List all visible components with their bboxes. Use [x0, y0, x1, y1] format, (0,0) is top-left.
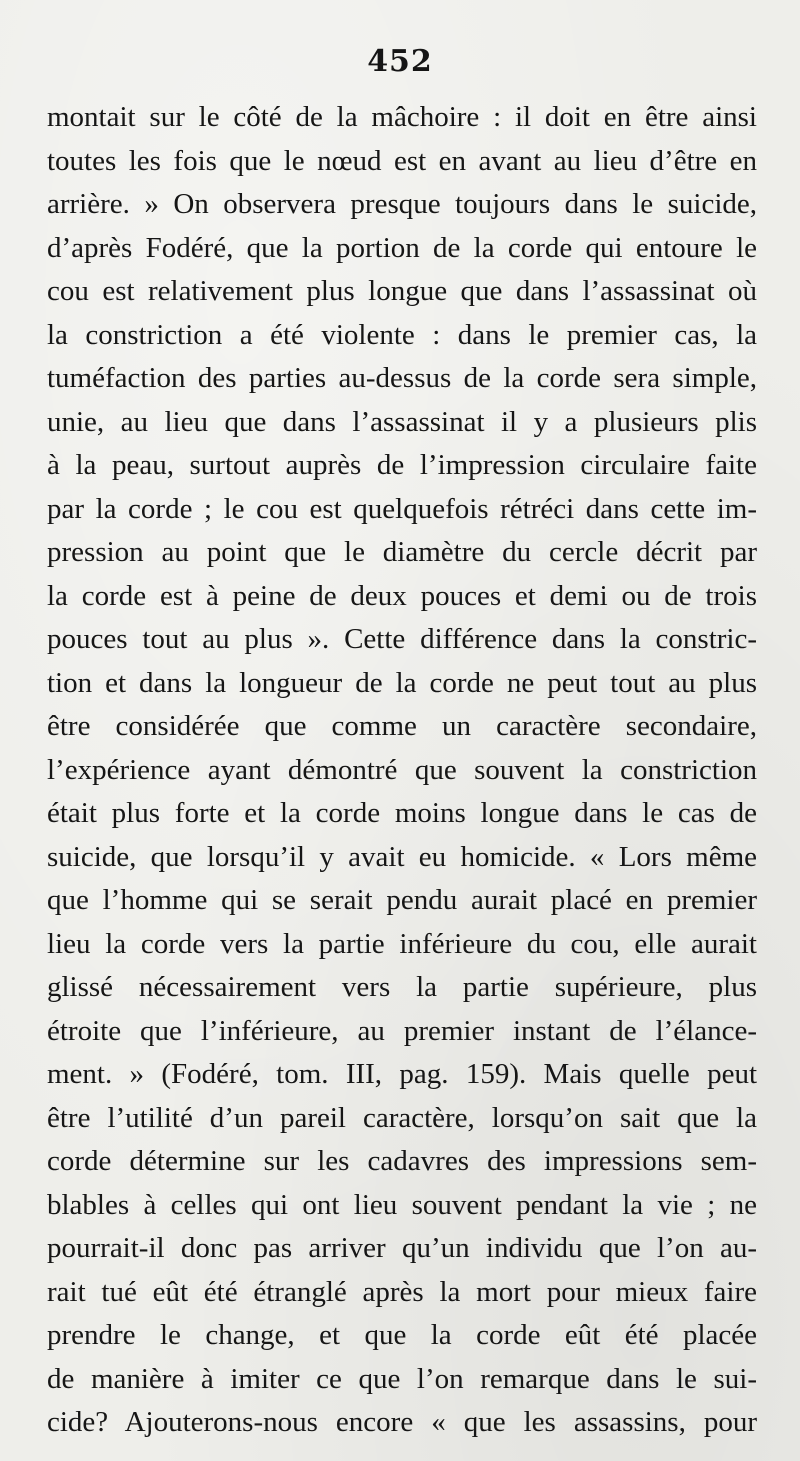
- text-line: cide? Ajouterons-nous encore « que les assassins, pour: [47, 1406, 757, 1438]
- text-line: montait sur le côté de la mâchoire : il doit en être ainsi: [47, 101, 757, 133]
- text-line: étroite que l’inférieure, au premier instant de l’élance-: [47, 1014, 757, 1047]
- text-line: corde détermine sur les cadavres des impressions sem-: [47, 1145, 757, 1177]
- text-line: la corde est à peine de deux pouces et demi ou de trois: [47, 579, 757, 612]
- text-line: prendre le change, et que la corde eût été placée: [47, 1319, 757, 1351]
- page-number: 452: [367, 44, 433, 79]
- text-line: être considérée que comme un caractère secondaire,: [47, 710, 757, 742]
- text-line: toutes les fois que le nœud est en avant au lieu d’être en: [47, 144, 757, 177]
- text-line: tuméfaction des parties au-dessus de la corde sera simple,: [47, 362, 757, 394]
- text-line: d’après Fodéré, que la portion de la corde qui entoure le: [47, 231, 757, 264]
- text-line: était plus forte et la corde moins longue dans le cas de: [47, 797, 757, 829]
- text-line: pouces tout au plus ». Cette différence dans la constric-: [47, 623, 757, 655]
- text-line: tion et dans la longueur de la corde ne peut tout au plus: [47, 666, 757, 699]
- text-line: par la corde ; le cou est quelquefois rétréci dans cette im-: [47, 492, 757, 525]
- text-line: à la peau, surtout auprès de l’impression circulaire faite: [47, 449, 757, 481]
- text-line: l’expérience ayant démontré que souvent la constriction: [47, 753, 757, 786]
- text-line: pression au point que le diamètre du cercle décrit par: [47, 536, 757, 568]
- body-text: [47, 96, 757, 1445]
- text-line: unie, au lieu que dans l’assassinat il y a plusieurs plis: [47, 405, 757, 438]
- text-line: glissé nécessairement vers la partie supérieure, plus: [47, 971, 757, 1003]
- text-line: cou est relativement plus longue que dans l’assassinat où: [47, 275, 757, 307]
- text-line: de manière à imiter ce que l’on remarque dans le sui-: [47, 1362, 757, 1395]
- text-line: lieu la corde vers la partie inférieure du cou, elle aurait: [47, 927, 757, 960]
- text-line: rait tué eût été étranglé après la mort pour mieux faire: [47, 1275, 757, 1308]
- text-line: arrière. » On observera presque toujours dans le suicide,: [47, 188, 757, 220]
- text-line: que l’homme qui se serait pendu aurait placé en premier: [47, 884, 757, 916]
- text-line: ment. » (Fodéré, tom. III, pag. 159). Mais quelle peut: [47, 1058, 757, 1090]
- text-line: être l’utilité d’un pareil caractère, lorsqu’on sait que la: [47, 1101, 757, 1134]
- text-line: pourrait-il donc pas arriver qu’un individu que l’on au-: [47, 1232, 757, 1264]
- text-line: blables à celles qui ont lieu souvent pendant la vie ; ne: [47, 1188, 757, 1221]
- text-line: suicide, que lorsqu’il y avait eu homicide. « Lors même: [47, 840, 757, 873]
- text-line: la constriction a été violente : dans le premier cas, la: [47, 318, 757, 351]
